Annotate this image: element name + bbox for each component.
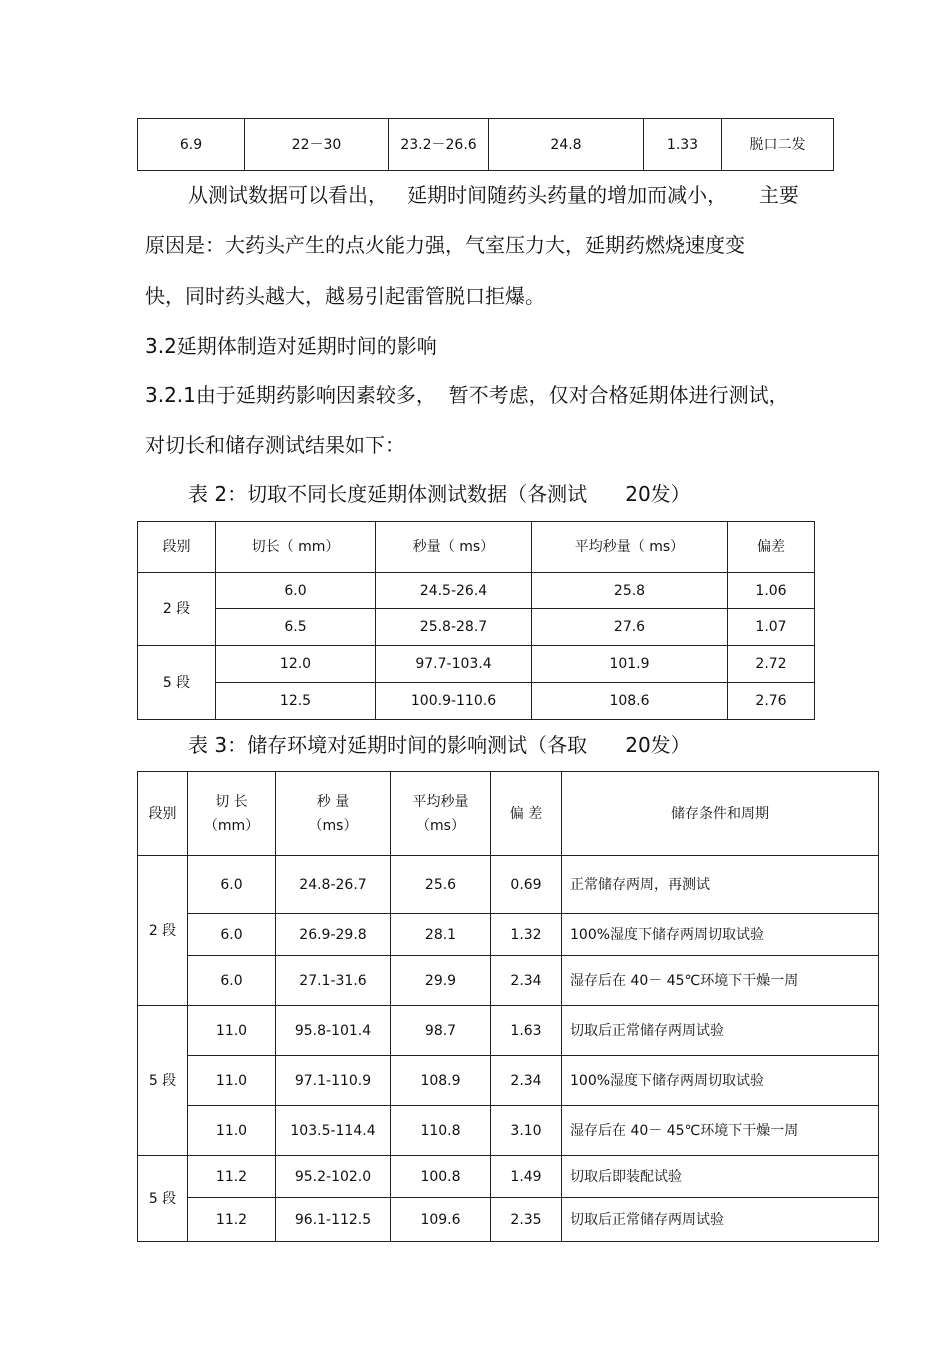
paragraph-line: 原因是：大药头产生的点火能力强，气室压力大，延期药燃烧速度变: [145, 233, 745, 257]
table-cell: 25.8-28.7: [376, 609, 532, 646]
table-cell: 108.6: [532, 683, 728, 720]
paragraph-line: 从测试数据可以看出， 延期时间随药头药量的增加而减小， 主要: [188, 183, 799, 207]
table-cell: 100.9-110.6: [376, 683, 532, 720]
table-cell: 24.5-26.4: [376, 573, 532, 609]
table-cell: 切取后正常储存两周试验: [562, 1006, 879, 1056]
header-line: （ms）: [308, 817, 358, 834]
table-cell: 2.34: [491, 956, 562, 1006]
table-cell: 22－30: [245, 119, 389, 171]
header-cell: 偏差: [728, 522, 815, 573]
table-cell: 1.07: [728, 609, 815, 646]
table-cell: 110.8: [391, 1106, 491, 1156]
table-cell: 6.5: [216, 609, 376, 646]
header-cell: 段别: [138, 772, 188, 856]
table-cell: 25.8: [532, 573, 728, 609]
table-cell: 6.0: [216, 573, 376, 609]
table-cell: 27.1-31.6: [276, 956, 391, 1006]
table-cell: 2.72: [728, 646, 815, 683]
table-row: [138, 1006, 879, 1056]
table-cell: 2.35: [491, 1198, 562, 1242]
table-cell: 6.9: [138, 119, 245, 171]
segment-cell: 2 段: [138, 856, 188, 1006]
table-row: [138, 683, 815, 720]
table-row: [138, 609, 815, 646]
table-header-row: [138, 522, 815, 573]
table-cell: 108.9: [391, 1056, 491, 1106]
table-cell: 0.69: [491, 856, 562, 914]
table-cell: 100.8: [391, 1156, 491, 1198]
table-cell: 97.1-110.9: [276, 1056, 391, 1106]
table-cell: 2.34: [491, 1056, 562, 1106]
table-cell: 12.5: [216, 683, 376, 720]
table3-caption: 表 3：储存环境对延期时间的影响测试（各取 20发）: [188, 733, 691, 757]
table-cell: 23.2－26.6: [389, 119, 489, 171]
table-cell: 湿存后在 40－ 45℃环境下干燥一周: [562, 956, 879, 1006]
table-cell: 12.0: [216, 646, 376, 683]
table-cell: 101.9: [532, 646, 728, 683]
table-cell: 95.8-101.4: [276, 1006, 391, 1056]
paragraph-line: 3.2.1由于延期药影响因素较多， 暂不考虑，仅对合格延期体进行测试，: [145, 383, 789, 407]
table-row: [138, 914, 879, 956]
header-cell: 段别: [138, 522, 216, 573]
table-cell: 3.10: [491, 1106, 562, 1156]
table-cell: 24.8-26.7: [276, 856, 391, 914]
section-heading: 3.2延期体制造对延期时间的影响: [145, 334, 437, 358]
table-cell: 100%湿度下储存两周切取试验: [562, 1056, 879, 1106]
table-row: [138, 1156, 879, 1198]
table-row: [138, 119, 834, 171]
table-cell: 26.9-29.8: [276, 914, 391, 956]
table-cell: 1.06: [728, 573, 815, 609]
table-cell: 96.1-112.5: [276, 1198, 391, 1242]
table2-caption: 表 2：切取不同长度延期体测试数据（各测试 20发）: [188, 482, 691, 506]
table-cell: 24.8: [489, 119, 644, 171]
table-cell: 脱口二发: [722, 119, 834, 171]
table-cell: 切取后即装配试验: [562, 1156, 879, 1198]
table-cell: 103.5-114.4: [276, 1106, 391, 1156]
table-row: [138, 573, 815, 609]
table-cell: 切取后正常储存两周试验: [562, 1198, 879, 1242]
table-cell: 11.0: [188, 1006, 276, 1056]
table-cell: 25.6: [391, 856, 491, 914]
table-cell: 109.6: [391, 1198, 491, 1242]
segment-cell: 5 段: [138, 1006, 188, 1156]
table-row: [138, 1198, 879, 1242]
header-cell: [391, 772, 491, 856]
header-cell: 切长（ mm）: [216, 522, 376, 573]
segment-cell: 2 段: [138, 573, 216, 646]
paragraph-line: 快，同时药头越大，越易引起雷管脱口拒爆。: [145, 284, 545, 308]
table-cell: 6.0: [188, 856, 276, 914]
header-line: （ms）: [416, 817, 465, 834]
table3: [137, 771, 879, 1242]
table-cell: 6.0: [188, 914, 276, 956]
header-line: （mm）: [203, 817, 260, 834]
table-cell: 6.0: [188, 956, 276, 1006]
header-cell: 平均秒量（ ms）: [532, 522, 728, 573]
segment-cell: 5 段: [138, 1156, 188, 1242]
table-cell: 29.9: [391, 956, 491, 1006]
header-line: 切 长: [215, 793, 248, 810]
table-cell: 11.0: [188, 1056, 276, 1106]
table-cell: 28.1: [391, 914, 491, 956]
table-cell: 1.49: [491, 1156, 562, 1198]
continued-table: [137, 118, 834, 171]
table-cell: 98.7: [391, 1006, 491, 1056]
table-cell: 1.33: [644, 119, 722, 171]
table2: [137, 521, 815, 720]
table-row: [138, 956, 879, 1006]
segment-cell: 5 段: [138, 646, 216, 720]
table-cell: 97.7-103.4: [376, 646, 532, 683]
table-cell: 11.2: [188, 1198, 276, 1242]
header-cell: [188, 772, 276, 856]
table-cell: 1.32: [491, 914, 562, 956]
table-cell: 湿存后在 40－ 45℃环境下干燥一周: [562, 1106, 879, 1156]
table-row: [138, 1056, 879, 1106]
header-line: 秒 量: [316, 793, 350, 810]
paragraph-line: 对切长和储存测试结果如下：: [145, 433, 405, 457]
table-header-row: [138, 772, 879, 856]
header-line: 平均秒量: [412, 793, 469, 810]
table-cell: 27.6: [532, 609, 728, 646]
table-cell: 11.0: [188, 1106, 276, 1156]
header-cell: [276, 772, 391, 856]
table-row: [138, 856, 879, 914]
table-cell: 1.63: [491, 1006, 562, 1056]
header-cell: 储存条件和周期: [562, 772, 879, 856]
header-cell: 偏 差: [491, 772, 562, 856]
table-cell: 95.2-102.0: [276, 1156, 391, 1198]
table-row: [138, 646, 815, 683]
table-row: [138, 1106, 879, 1156]
table-cell: 11.2: [188, 1156, 276, 1198]
header-cell: 秒量（ ms）: [376, 522, 532, 573]
table-cell: 正常储存两周，再测试: [562, 856, 879, 914]
table-cell: 2.76: [728, 683, 815, 720]
table-cell: 100%湿度下储存两周切取试验: [562, 914, 879, 956]
